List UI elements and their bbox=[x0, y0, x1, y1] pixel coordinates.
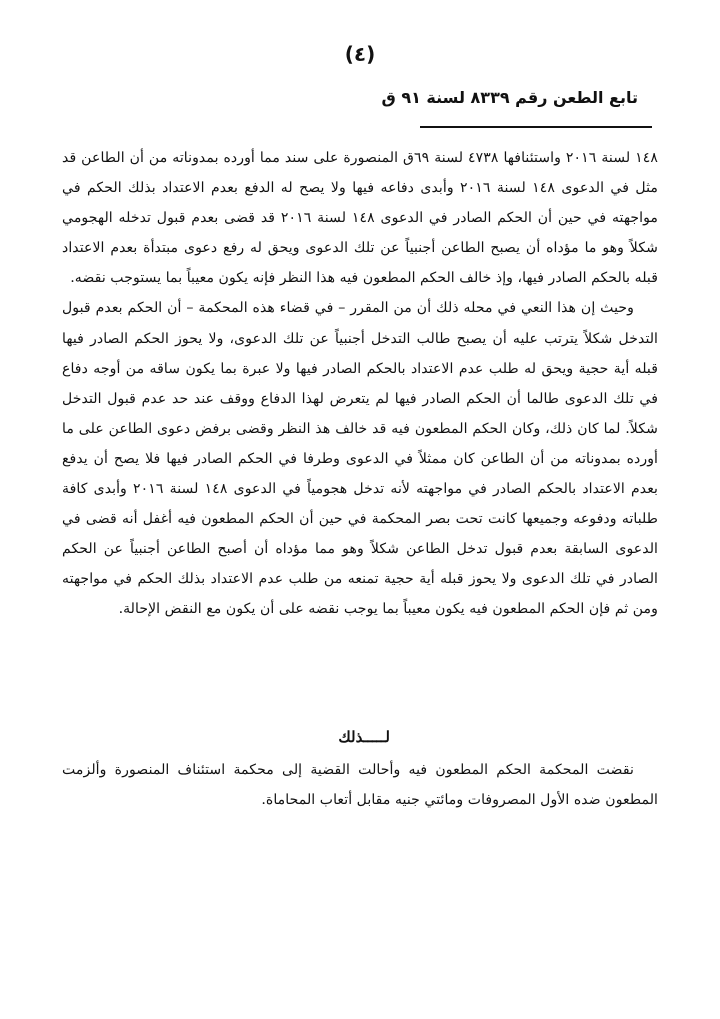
judgment-paragraph: ١٤٨ لسنة ٢٠١٦ واستئنافها ٤٧٣٨ لسنة ٦٩ق المنصورة على سند مما أورده بمدوناته من أن الطاعن قد مثل في الدعوى ١٤٨ لسنة ٢٠١٦ وأبدى دفاعه فيها ولا يصح له الدفع بعدم الاعتداد بذلك الحكم في مواجهته في حين أن الحكم الصادر في الدعوى ١٤٨ لسنة ٢٠١٦ قد قضى بعدم قبول تدخله الهجومي شكلاً وهو ما مؤداه أن يصبح الطاعن أجنبياً عن تلك الدعوى ويحق له رفع دعوى مبتدأة بعدم الاعتداد قبله بالحكم الصادر فيها، وإذ خالف الحكم المطعون فيه هذا النظر فإنه يكون معيباً بما يستوجب نقضه. bbox=[62, 150, 659, 287]
case-title: تابع الطعن رقم ٨٣٣٩ لسنة ٩١ ق bbox=[381, 88, 638, 107]
title-underline bbox=[420, 126, 652, 128]
ruling-section bbox=[62, 755, 658, 815]
judgment-body bbox=[62, 143, 658, 625]
judgment-paragraph: وحيث إن هذا النعي في محله ذلك أن من المقرر – في قضاء هذه المحكمة – أن الحكم بعدم قبول التدخل شكلاً يترتب عليه أن يصبح طالب التدخل أجنبياً عن تلك الدعوى، ولا يحوز الحكم الصادر فيها قبله أية حجية ويحق له طلب عدم الاعتداد بالحكم الصادر فيها ولا عبرة بما يكون ساقه من أوجه دفاع في تلك الدعوى طالما أن الحكم الصادر فيها لم يتعرض لهذا الدفاع ووقف عند حد عدم قبول التدخل شكلاً. لما كان ذلك، وكان الحكم المطعون فيه قد خالف هذ النظر وقضى برفض دعوى الطاعن على ما أورده بمدوناته من أن الطاعن كان ممثلاً في الدعوى وطرفا في الحكم الصادر فيها فلا يصح أن يدفع بعدم الاعتداد بالحكم الصادر في مواجهته لأنه تدخل هجومياً في الدعوى ١٤٨ لسنة ٢٠١٦ وأبدى كافة طلباته ودفوعه وجميعها كانت تحت بصر المحكمة في حين أن الحكم المطعون فيه أغفل أنه قضى في الدعوى السابقة بعدم قبول تدخل الطاعن شكلاً وهو مما مؤداه أن أصبح الطاعن أجنبياً عن الحكم الصادر في تلك الدعوى ولا يحوز قبله أية حجية تمنعه من طلب عدم الاعتداد بذلك الحكم في مواجهته ومن ثم فإن الحكم المطعون فيه يكون معيباً بما يوجب نقضه على أن يكون مع النقض الإحالة. bbox=[62, 300, 658, 618]
page-number: (٤) bbox=[344, 42, 376, 66]
ruling-paragraph: نقضت المحكمة الحكم المطعون فيه وأحالت القضية إلى محكمة استئناف المنصورة وألزمت المطعون ضده الأول المصروفات ومائتي جنيه مقابل أتعاب المحاماة. bbox=[62, 762, 658, 809]
conclusion-heading: لـــــذلك bbox=[338, 728, 390, 746]
